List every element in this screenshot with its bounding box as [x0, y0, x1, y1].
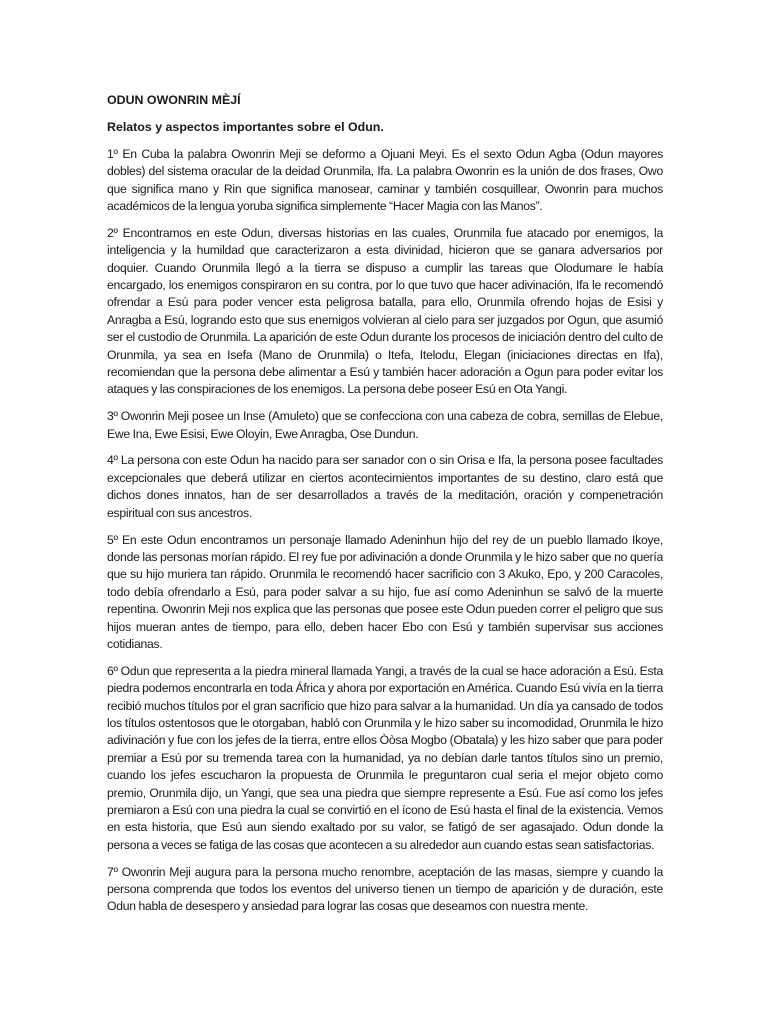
- paragraph-4: 4º La persona con este Odun ha nacido para ser sanador con o sin Orisa e Ifa, la persona posee facultades excepcionales que deberá utilizar en ciertos acontecimientos importantes de su destino, claro está que dichos dones innatos, han de ser desarrollados a través de la meditación, oración y compenetración espiritual con sus ancestros.: [107, 453, 663, 520]
- paragraph-7: 7º Owonrin Meji augura para la persona mucho renombre, aceptación de las masas, siempre y cuando la persona comprenda que todos los eventos del universo tienen un tiempo de aparición y de duración, este Odun habla de desespero y ansiedad para lograr las cosas que deseamos con nuestra mente.: [107, 864, 663, 914]
- paragraph-3: 3º Owonrin Meji posee un Inse (Amuleto) que se confecciona con una cabeza de cobra, semillas de Elebue, Ewe Ina, Ewe Esisi, Ewe Oloyin, Ewe Anragba, Ose Dundun.: [107, 409, 663, 441]
- paragraph-2: 2º Encontramos en este Odun, diversas historias en las cuales, Orunmila fue atacado por enemigos, la inteligencia y la humildad que caracterizaron a esta divinidad, hicieron que se ganara adversarios por doquier. Cuando Orunmila llegó a la tierra se dispuso a cumplir las tareas que Olodumare le había encargado, los enemigos conspiraron en su contra, por lo que tuvo que hacer adivinación, Ifa le recomendó ofrendar a Esú para poder vencer esta peligrosa batalla, para ello, Orunmila ofrendo hojas de Esisi y Anragba a Esú, logrando esto que sus enemigos volvieran al cielo para ser juzgados por Ogun, que asumió ser el custodio de Orunmila. La aparición de este Odun durante los procesos de iniciación dentro del culto de Orunmila, ya sea en Isefa (Mano de Orunmila) o Itefa, Itelodu, Elegan (iniciaciones directas en Ifa), recomiendan que la persona debe alimentar a Esú y también hacer adoración a Ogun para poder evitar los ataques y las conspiraciones de los enemigos. La persona debe poseer Esú en Ota Yangi.: [107, 225, 663, 397]
- document-title: ODUN OWONRIN MÈJÍ: [107, 93, 241, 107]
- paragraph-5: 5º En este Odun encontramos un personaje llamado Adeninhun hijo del rey de un pueblo llamado Ikoye, donde las personas morían rápido. El rey fue por adivinación a donde Orunmila y le hizo saber que no quería que su hijo muriera tan rápido. Orunmila le recomendó hacer sacrificio con 3 Akuko, Epo, y 200 Caracoles, todo debía ofrendarlo a Esú, para poder salvar a su hijo, fue así como Adeninhun se salvó de la muerte repentina. Owonrin Meji nos explica que las personas que posee este Odun pueden correr el peligro que sus hijos mueran antes de tiempo, para ello, deben hacer Ebo con Esú y también supervisar sus acciones cotidianas.: [107, 532, 663, 651]
- paragraph-6: 6º Odun que representa a la piedra mineral llamada Yangi, a través de la cual se hace adoración a Esú. Esta piedra podemos encontrarla en toda África y ahora por exportación en América. Cuando Esú vivía en la tierra recibió muchos títulos por el gran sacrificio que hizo para salvar a la humanidad. Un día ya cansado de todos los títulos ostentosos que le otorgaban, habló con Orunmila y le hizo saber su incomodidad, Orunmila le hizo adivinación y fue con los jefes de la tierra, entre ellos Òòsa Mogbo (Obatala) y les hizo saber que para poder premiar a Esú por su tremenda tarea con la humanidad, ya no debían darle tantos títulos sino un premio, cuando los jefes escucharon la propuesta de Orunmila le preguntaron cual seria el mejor objeto como premio, Orunmila dijo, un Yangi, que sea una piedra que siempre represente a Esú. Fue así como los jefes premiaron a Esú con una piedra la cual se convirtió en el ícono de Esú hasta el final de la existencia. Vemos en esta historia, que Esú aun siendo exaltado por su valor, se fatigó de ser agasajado. Odun donde la persona a veces se fatiga de las cosas que acontecen a su alrededor aun cuando estas sean satisfactorias.: [107, 663, 663, 852]
- paragraph-1: 1º En Cuba la palabra Owonrin Meji se deformo a Ojuani Meyi. Es el sexto Odun Agba (Odun mayores dobles) del sistema oracular de la deidad Orunmila, Ifa. La palabra Owonrin es la unión de dos frases, Owo que significa mano y Rin que significa manosear, caminar y también cosquillear, Owonrin para muchos académicos de la lengua yoruba significa simplemente “Hacer Magia con las Manos”.: [107, 146, 663, 214]
- document-subtitle: Relatos y aspectos importantes sobre el Odun.: [107, 120, 384, 135]
